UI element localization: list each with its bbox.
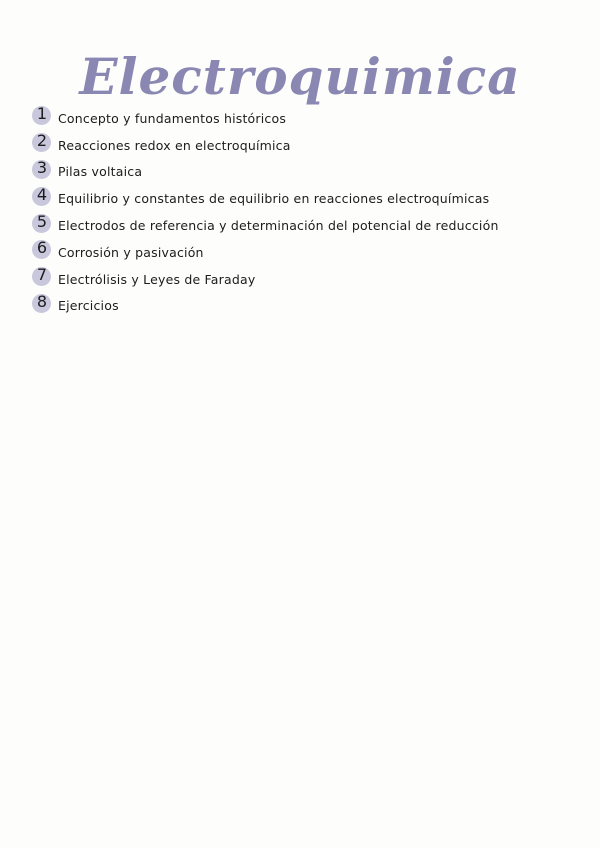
- item-number: 7: [36, 265, 48, 285]
- item-number: 5: [36, 211, 48, 231]
- table-of-contents: [30, 102, 590, 316]
- item-number: 1: [36, 104, 48, 124]
- number-bubble: [30, 265, 52, 287]
- item-number: 3: [36, 157, 48, 177]
- number-bubble: [30, 131, 52, 153]
- item-text: Ejercicios: [58, 298, 119, 314]
- number-bubble: [30, 292, 52, 314]
- item-number: 4: [36, 184, 48, 204]
- item-number: 6: [36, 238, 48, 258]
- item-number: 2: [36, 131, 48, 151]
- page-title: Electroquimica: [79, 46, 521, 106]
- toc-item: [30, 182, 590, 209]
- item-text: Reacciones redox en electroquímica: [58, 137, 291, 153]
- item-text: Concepto y fundamentos históricos: [58, 110, 287, 126]
- item-number: 8: [36, 291, 48, 311]
- toc-item: [30, 156, 590, 183]
- toc-item: [30, 102, 590, 129]
- toc-item: [30, 209, 590, 236]
- item-text: Corrosión y pasivación: [58, 244, 204, 260]
- number-bubble: [30, 212, 52, 234]
- item-text: Pilas voltaica: [58, 164, 143, 180]
- item-text: Electrodos de referencia y determinación del potencial de reducción: [58, 218, 499, 234]
- item-text: Equilibrio y constantes de equilibrio en reacciones electroquímicas: [58, 191, 490, 207]
- number-bubble: [30, 104, 52, 126]
- toc-item: [30, 236, 590, 263]
- toc-item: [30, 290, 590, 317]
- toc-item: [30, 263, 590, 290]
- number-bubble: [30, 158, 52, 180]
- item-text: Electrólisis y Leyes de Faraday: [58, 271, 256, 287]
- number-bubble: [30, 185, 52, 207]
- toc-item: [30, 129, 590, 156]
- number-bubble: [30, 238, 52, 260]
